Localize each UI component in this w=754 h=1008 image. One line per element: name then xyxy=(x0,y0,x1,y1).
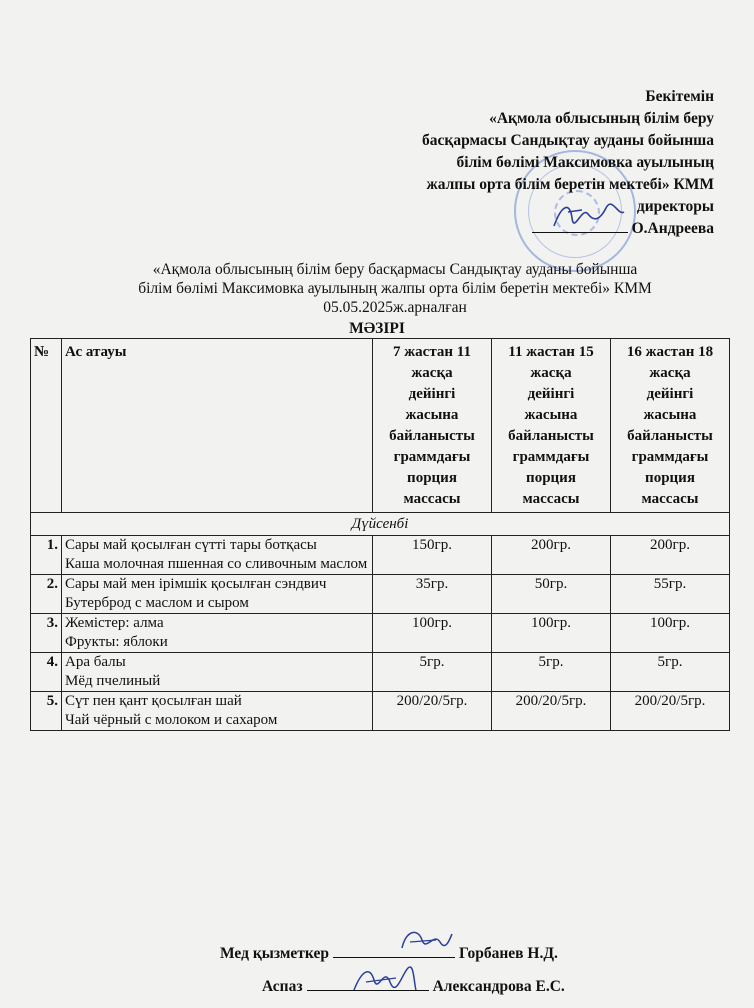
dish-name-ru: Фрукты: яблоки xyxy=(65,634,168,650)
dish-name-kz: Ара балы xyxy=(65,654,126,670)
approval-line: жалпы орта білім беретін мектебі» КММ xyxy=(426,176,714,193)
row-number: 2. xyxy=(31,575,62,614)
approval-line: басқармасы Сандықтау ауданы бойынша xyxy=(422,132,714,149)
header-text: граммдағы xyxy=(393,449,471,465)
header-age-11-15 xyxy=(492,339,611,513)
approval-line: Бекітемін xyxy=(645,88,714,105)
table-header-row xyxy=(31,339,730,513)
approval-line: «Ақмола облысының білім беру xyxy=(489,110,714,127)
header-text: массасы xyxy=(403,491,461,507)
header-text: граммдағы xyxy=(512,449,590,465)
header-text: массасы xyxy=(641,491,699,507)
portion-16-18: 100гр. xyxy=(611,614,730,653)
portion-7-11: 100гр. xyxy=(373,614,492,653)
header-text: 16 жастан 18 xyxy=(626,344,714,360)
header-text: массасы xyxy=(522,491,580,507)
day-name: Дүйсенбі xyxy=(31,513,730,536)
header-text: байланысты xyxy=(627,428,713,444)
header-text: байланысты xyxy=(508,428,594,444)
medic-role: Мед қызметкер xyxy=(220,945,329,962)
portion-16-18: 200гр. xyxy=(611,536,730,575)
dish-name-kz: Сүт пен қант қосылған шай xyxy=(65,693,242,709)
portion-7-11: 5гр. xyxy=(373,653,492,692)
header-text: 11 жастан 15 xyxy=(508,344,594,360)
row-number: 1. xyxy=(31,536,62,575)
cook-name: Александрова Е.С. xyxy=(432,978,565,995)
header-text: жасқа xyxy=(530,365,572,381)
portion-7-11: 35гр. xyxy=(373,575,492,614)
header-text: дейінгі xyxy=(408,386,456,402)
intro-line: «Ақмола облысының білім беру басқармасы Сандықтау ауданы бойынша xyxy=(152,261,638,278)
portion-11-15: 200/20/5гр. xyxy=(492,692,611,731)
approval-line: білім бөлімі Максимовка ауылының xyxy=(456,154,714,171)
row-number: 4. xyxy=(31,653,62,692)
cook-signature xyxy=(350,960,420,1000)
header-text: дейінгі xyxy=(527,386,575,402)
dish-name-ru: Бутерброд с маслом и сыром xyxy=(65,595,249,611)
dish-name xyxy=(62,536,373,575)
header-text: жасқа xyxy=(649,365,691,381)
row-number: 3. xyxy=(31,614,62,653)
intro-text xyxy=(60,260,730,317)
header-age-7-11 xyxy=(373,339,492,513)
table-row xyxy=(31,575,730,614)
header-text: жасына xyxy=(405,407,459,423)
dish-name-ru: Мёд пчелиный xyxy=(65,673,161,689)
portion-7-11: 200/20/5гр. xyxy=(373,692,492,731)
portion-7-11: 150гр. xyxy=(373,536,492,575)
table-row xyxy=(31,692,730,731)
portion-11-15: 200гр. xyxy=(492,536,611,575)
dish-name-kz: Жемістер: алма xyxy=(65,615,164,631)
header-text: жасқа xyxy=(411,365,453,381)
dish-name xyxy=(62,692,373,731)
header-text: жасына xyxy=(643,407,697,423)
dish-name xyxy=(62,614,373,653)
dish-name-ru: Чай чёрный с молоком и сахаром xyxy=(65,712,278,728)
day-row xyxy=(31,513,730,536)
menu-title: МӘЗІРІ xyxy=(349,320,405,337)
portion-11-15: 50гр. xyxy=(492,575,611,614)
table-row xyxy=(31,614,730,653)
medic-name: Горбанев Н.Д. xyxy=(458,945,558,962)
intro-date: 05.05.2025ж.арналған xyxy=(323,299,467,316)
header-text: дейінгі xyxy=(646,386,694,402)
header-dish-name: Ас атауы xyxy=(62,339,373,513)
menu-table xyxy=(30,338,730,731)
cook-role: Аспаз xyxy=(262,978,303,995)
header-text: жасына xyxy=(524,407,578,423)
intro-line: білім бөлімі Максимовка ауылының жалпы орта білім беретін мектебі» КММ xyxy=(138,280,652,297)
header-text: байланысты xyxy=(389,428,475,444)
header-text: порция xyxy=(645,470,695,486)
header-age-16-18 xyxy=(611,339,730,513)
table-row xyxy=(31,536,730,575)
dish-name-kz: Сары май мен ірімшік қосылған сэндвич xyxy=(65,576,327,592)
approval-signature-line xyxy=(314,218,714,240)
dish-name xyxy=(62,653,373,692)
dish-name-ru: Каша молочная пшенная со сливочным маслом xyxy=(65,556,368,572)
header-num: № xyxy=(31,339,62,513)
header-text: 7 жастан 11 xyxy=(393,344,471,360)
header-text: граммдағы xyxy=(631,449,709,465)
header-text: порция xyxy=(526,470,576,486)
portion-16-18: 5гр. xyxy=(611,653,730,692)
director-signature xyxy=(548,196,628,236)
approval-line: директоры xyxy=(636,198,714,215)
header-text: порция xyxy=(407,470,457,486)
dish-name-kz: Сары май қосылған сүтті тары ботқасы xyxy=(65,537,317,553)
medic-signature xyxy=(396,924,456,960)
table-row xyxy=(31,653,730,692)
portion-16-18: 200/20/5гр. xyxy=(611,692,730,731)
dish-name xyxy=(62,575,373,614)
portion-11-15: 100гр. xyxy=(492,614,611,653)
portion-11-15: 5гр. xyxy=(492,653,611,692)
director-name: О.Андреева xyxy=(631,220,714,237)
portion-16-18: 55гр. xyxy=(611,575,730,614)
row-number: 5. xyxy=(31,692,62,731)
approval-block xyxy=(314,86,714,240)
